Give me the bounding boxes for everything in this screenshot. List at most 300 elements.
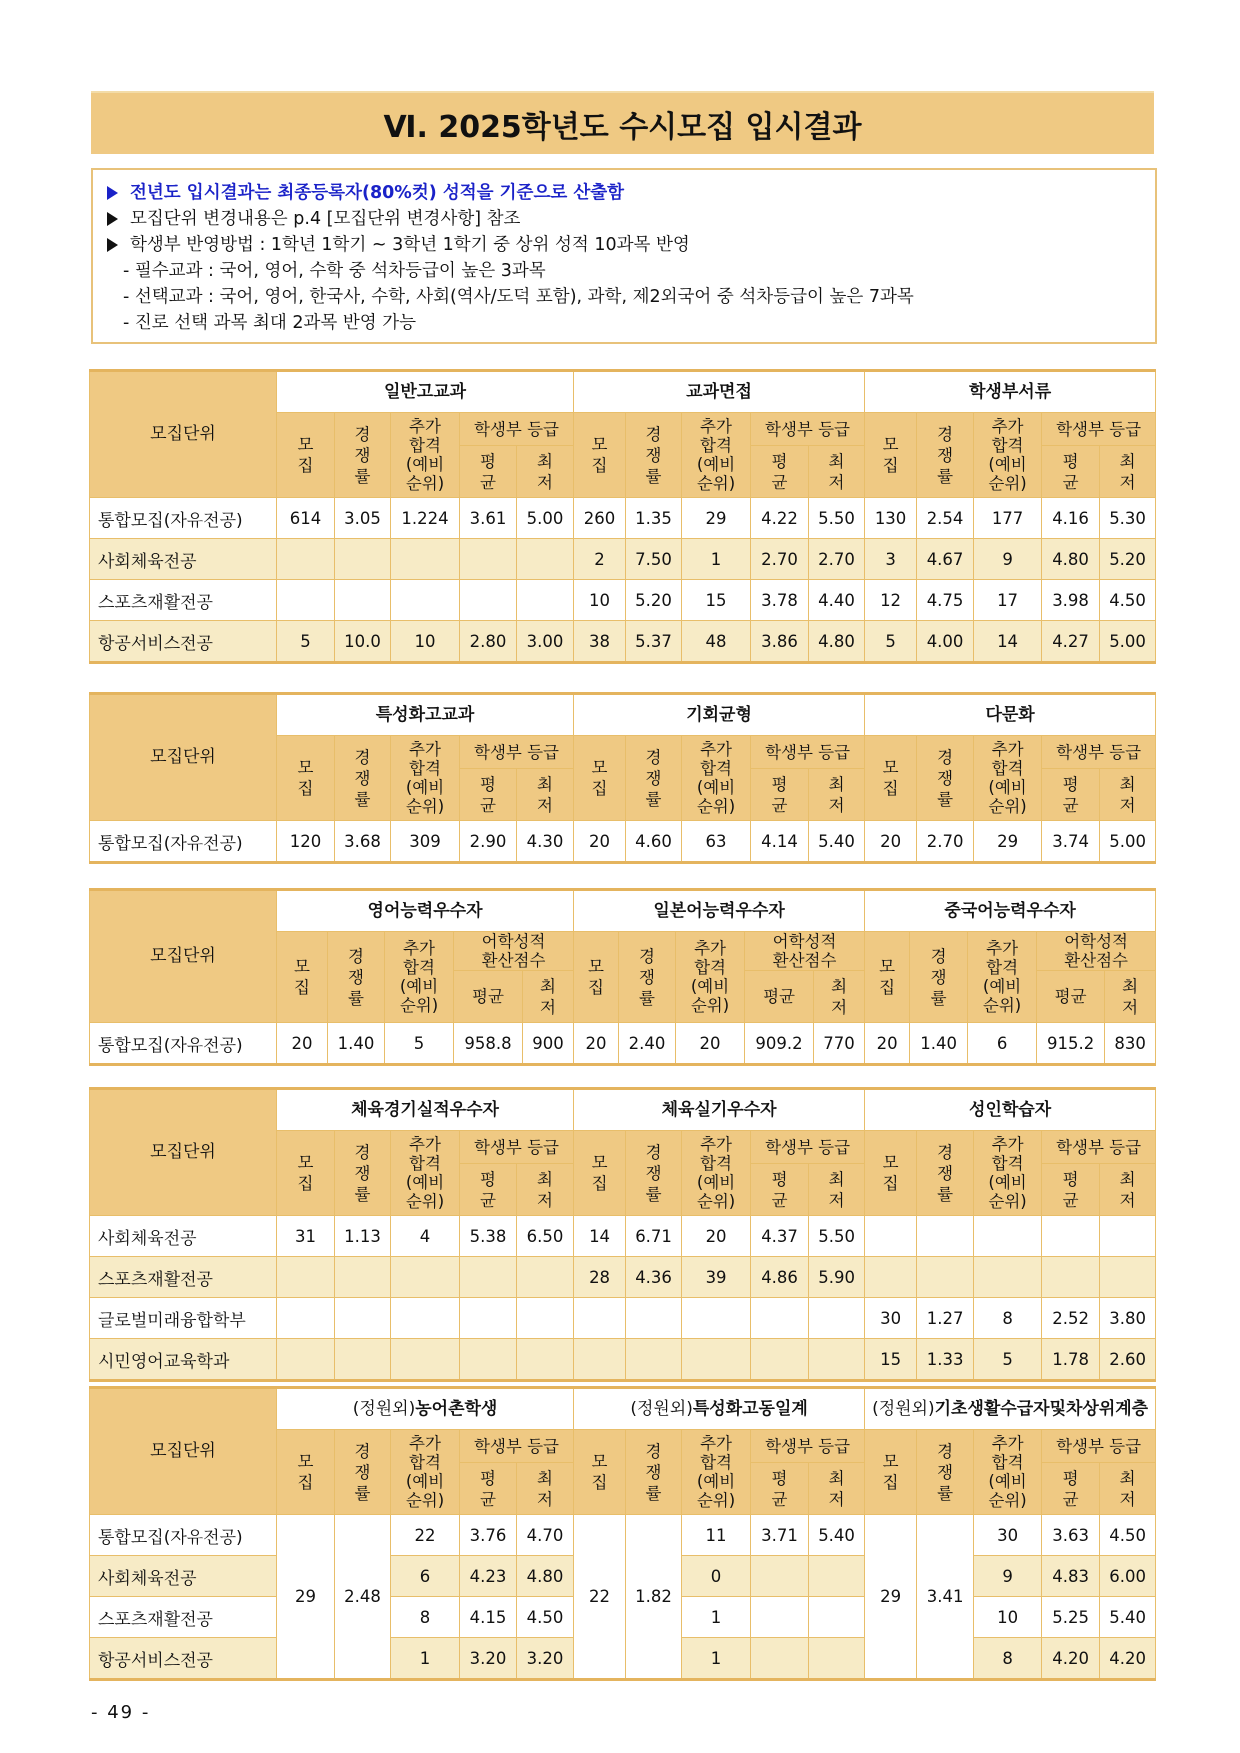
column-header-avg-text: 평균 (1062, 1468, 1079, 1509)
admission-type-name: 체육실기우수자 (661, 1099, 777, 1120)
table-row (90, 539, 1156, 580)
admission-type-header (865, 1089, 1156, 1131)
column-header-extra-line: 순위) (988, 797, 1027, 816)
admission-type-header (865, 371, 1156, 413)
column-header-quota (865, 413, 917, 498)
column-header-grade-text: 학생부 등급 (474, 1137, 559, 1157)
column-header-extra-line: 합격 (409, 759, 441, 778)
triangle-bullet-icon (107, 186, 118, 200)
column-header-min-text: 최저 (1119, 774, 1136, 815)
data-cell: 1.13 (335, 1216, 391, 1257)
column-header-min-text: 최저 (1119, 451, 1136, 492)
column-header-extra-line: (예비 (988, 1472, 1027, 1491)
data-cell: 1 (391, 1638, 460, 1680)
data-cell (751, 1339, 809, 1381)
unit-name: 스포츠재활전공 (90, 580, 277, 621)
column-header-extra-line: 순위) (405, 1491, 445, 1510)
data-cell (277, 1298, 335, 1339)
column-header-lang-score-line: 어학성적 (1064, 932, 1128, 951)
data-cell: 8 (974, 1638, 1042, 1680)
data-cell (460, 1339, 517, 1381)
admission-type-name: 일반고교과 (383, 381, 467, 402)
data-cell: 4.14 (751, 821, 809, 863)
column-header-min (809, 1164, 865, 1216)
column-header-avg-text: 평균 (1062, 451, 1079, 492)
data-cell: 6 (391, 1556, 460, 1597)
data-cell (751, 1638, 809, 1680)
column-header-min (1100, 1463, 1156, 1515)
column-header-quota (865, 736, 917, 821)
data-cell: 15 (865, 1339, 917, 1381)
column-header-extra-line: (예비 (988, 778, 1027, 797)
data-cell (626, 1298, 682, 1339)
data-cell: 5.50 (809, 498, 865, 539)
column-header-avg (1042, 1463, 1100, 1515)
column-header-min (1100, 446, 1156, 498)
merged-ratio-cell: 1.82 (626, 1515, 682, 1680)
column-header-avg-text: 평균 (771, 1468, 788, 1509)
data-cell: 309 (391, 821, 460, 863)
data-cell: 5.00 (517, 498, 574, 539)
results-table (89, 369, 1156, 664)
column-header-extra-line: (예비 (982, 977, 1022, 996)
data-cell (1042, 1257, 1100, 1298)
data-cell (682, 1339, 751, 1381)
column-header-ratio (910, 932, 968, 1023)
data-cell: 10.0 (335, 621, 391, 663)
data-cell: 14 (574, 1216, 626, 1257)
data-cell (391, 1298, 460, 1339)
column-header-quota (574, 736, 626, 821)
data-cell (391, 1339, 460, 1381)
column-header-min-text: 최저 (537, 1468, 553, 1509)
unit-name: 글로벌미래융합학부 (90, 1298, 277, 1339)
note-item: 전년도 입시결과는 최종등록자(80%컷) 성적을 기준으로 산출함 (107, 180, 1155, 206)
column-header-quota-text: 모집 (591, 1452, 608, 1492)
column-header-extra-line: (예비 (988, 1173, 1027, 1192)
column-header-quota-text: 모집 (882, 435, 899, 475)
column-header-grade (751, 736, 865, 769)
column-header-min (523, 971, 574, 1023)
column-header-ratio (917, 413, 974, 498)
column-header-extra-line: 순위) (405, 474, 445, 493)
data-cell (335, 1339, 391, 1381)
unit-name: 스포츠재활전공 (90, 1257, 277, 1298)
column-header-quota (865, 1430, 917, 1515)
data-cell: 6.00 (1100, 1556, 1156, 1597)
data-cell: 20 (676, 1023, 745, 1065)
column-header-avg (751, 769, 809, 821)
unit-name: 사회체육전공 (90, 1216, 277, 1257)
data-cell (391, 539, 460, 580)
column-header-extra-line: 추가 (986, 939, 1019, 958)
column-header-min (809, 446, 865, 498)
data-cell: 5 (865, 621, 917, 663)
column-header-extra-line: 추가 (700, 1135, 732, 1154)
table-row (90, 621, 1156, 663)
data-cell: 8 (974, 1298, 1042, 1339)
column-header-ratio-text: 경쟁률 (354, 1441, 371, 1503)
column-header-min-text: 최저 (537, 1169, 553, 1210)
admission-type-header (865, 694, 1156, 736)
data-cell: 28 (574, 1257, 626, 1298)
column-header-ratio-text: 경쟁률 (930, 946, 947, 1008)
column-header-extra-line: 순위) (696, 797, 736, 816)
data-cell (809, 1556, 865, 1597)
admission-type-name: 일본어능력우수자 (653, 900, 785, 921)
column-header-ratio-text: 경쟁률 (937, 1441, 954, 1503)
column-header-avg-text: 평균 (472, 987, 504, 1006)
column-header-extra (974, 1430, 1042, 1515)
data-cell: 11 (682, 1515, 751, 1556)
data-cell: 4.83 (1042, 1556, 1100, 1597)
column-header-ratio (335, 1131, 391, 1216)
data-cell: 4 (391, 1216, 460, 1257)
data-cell (865, 1257, 917, 1298)
column-header-lang-score-line: 환산점수 (481, 951, 546, 970)
data-cell: 4.80 (1042, 539, 1100, 580)
data-cell: 20 (574, 821, 626, 863)
data-cell: 1.78 (1042, 1339, 1100, 1381)
column-header-min (809, 1463, 865, 1515)
column-header-extra-line: 추가 (409, 417, 441, 436)
data-cell: 5.25 (1042, 1597, 1100, 1638)
data-cell (277, 1339, 335, 1381)
column-header-grade-text: 학생부 등급 (1056, 1137, 1142, 1157)
data-cell (974, 1216, 1042, 1257)
column-header-extra-line: (예비 (696, 1173, 736, 1192)
table-row (90, 821, 1156, 863)
data-cell: 14 (974, 621, 1042, 663)
data-cell: 2.80 (460, 621, 517, 663)
unit-name: 사회체육전공 (90, 539, 277, 580)
results-table (89, 888, 1156, 1066)
column-header-min (517, 769, 574, 821)
results-table (89, 1386, 1156, 1681)
column-header-extra-line: 순위) (988, 1491, 1027, 1510)
column-header-avg (1042, 1164, 1100, 1216)
data-cell (517, 539, 574, 580)
column-header-grade (751, 413, 865, 446)
column-header-extra (391, 413, 460, 498)
data-cell (391, 1257, 460, 1298)
column-header-extra-line: 추가 (403, 939, 435, 958)
data-cell: 1.40 (328, 1023, 385, 1065)
data-cell (517, 1257, 574, 1298)
data-cell: 17 (974, 580, 1042, 621)
column-header-unit: 모집단위 (90, 1089, 277, 1216)
column-header-extra-line: (예비 (405, 455, 445, 474)
data-cell: 5.90 (809, 1257, 865, 1298)
data-cell: 1.224 (391, 498, 460, 539)
column-header-grade-text: 학생부 등급 (765, 1436, 851, 1456)
admission-type-name: 다문화 (985, 704, 1035, 725)
data-cell (277, 1257, 335, 1298)
column-header-min (1100, 1164, 1156, 1216)
column-header-min-text: 최저 (828, 1468, 845, 1509)
admission-type-header (574, 1388, 865, 1430)
data-cell: 4.60 (626, 821, 682, 863)
merged-quota-cell: 22 (574, 1515, 626, 1680)
unit-name: 통합모집(자유전공) (90, 1515, 277, 1556)
column-header-extra-line: 추가 (409, 1434, 441, 1453)
column-header-extra (682, 736, 751, 821)
column-header-min (517, 1463, 574, 1515)
column-header-grade (751, 1430, 865, 1463)
column-header-grade-text: 학생부 등급 (474, 742, 559, 762)
column-header-ratio-text: 경쟁률 (645, 424, 662, 486)
column-header-ratio-text: 경쟁률 (937, 424, 954, 486)
column-header-lang-score (745, 932, 865, 971)
column-header-min (517, 446, 574, 498)
column-header-extra-line: 순위) (988, 1192, 1027, 1211)
data-cell: 4.80 (517, 1556, 574, 1597)
data-cell (335, 1298, 391, 1339)
data-cell: 20 (682, 1216, 751, 1257)
column-header-extra-line: 추가 (991, 417, 1024, 436)
data-cell: 5.40 (809, 821, 865, 863)
data-cell: 5 (974, 1339, 1042, 1381)
data-cell: 4.30 (517, 821, 574, 863)
column-header-extra-line: 추가 (991, 1434, 1024, 1453)
column-header-avg-text: 평균 (771, 1169, 788, 1210)
column-header-grade-text: 학생부 등급 (765, 419, 850, 439)
column-header-extra-line: 추가 (991, 740, 1024, 759)
data-cell (917, 1216, 974, 1257)
column-header-extra (676, 932, 745, 1023)
column-header-quota (865, 932, 910, 1023)
column-header-grade (751, 1131, 865, 1164)
data-cell: 958.8 (454, 1023, 523, 1065)
data-cell: 4.40 (809, 580, 865, 621)
data-cell: 5.40 (809, 1515, 865, 1556)
column-header-grade (1042, 1131, 1156, 1164)
data-cell: 4.50 (517, 1597, 574, 1638)
column-header-quota-text: 모집 (297, 758, 314, 798)
data-cell: 1.27 (917, 1298, 974, 1339)
data-cell: 1.40 (910, 1023, 968, 1065)
admission-type-name: 농어촌학생 (415, 1398, 498, 1419)
admission-type-name: 기초생활수급자및차상위계층 (934, 1398, 1149, 1419)
column-header-avg (751, 1164, 809, 1216)
column-header-ratio (335, 1430, 391, 1515)
column-header-avg (460, 1164, 517, 1216)
column-header-extra-line: 합격 (700, 436, 732, 455)
data-cell: 260 (574, 498, 626, 539)
data-cell: 20 (277, 1023, 328, 1065)
data-cell: 4.00 (917, 621, 974, 663)
data-cell (460, 580, 517, 621)
data-cell: 6.71 (626, 1216, 682, 1257)
column-header-quota-text: 모집 (297, 1153, 314, 1193)
column-header-ratio (619, 932, 676, 1023)
data-cell: 9 (974, 539, 1042, 580)
column-header-extra-line: 추가 (700, 417, 732, 436)
column-header-ratio-text: 경쟁률 (937, 1142, 954, 1204)
column-header-min-text: 최저 (537, 774, 553, 815)
column-header-grade-text: 학생부 등급 (1056, 742, 1142, 762)
data-cell (335, 1257, 391, 1298)
data-cell (1042, 1216, 1100, 1257)
data-cell (574, 1339, 626, 1381)
column-header-unit: 모집단위 (90, 371, 277, 498)
data-cell: 3.68 (335, 821, 391, 863)
notes-box (91, 168, 1157, 344)
column-header-extra (391, 1131, 460, 1216)
column-header-ratio-text: 경쟁률 (348, 946, 364, 1008)
column-header-min-text: 최저 (540, 976, 556, 1017)
column-header-quota (574, 1131, 626, 1216)
column-header-ratio (917, 1430, 974, 1515)
column-header-extra-line: 순위) (982, 996, 1022, 1015)
data-cell: 48 (682, 621, 751, 663)
column-header-unit: 모집단위 (90, 694, 277, 821)
admission-type-prefix: (정원외) (630, 1398, 693, 1419)
admission-type-name: 성인학습자 (969, 1099, 1052, 1120)
column-header-grade-text: 학생부 등급 (765, 1137, 851, 1157)
column-header-grade-text: 학생부 등급 (1056, 1436, 1142, 1456)
column-header-quota (277, 1430, 335, 1515)
data-cell: 4.50 (1100, 580, 1156, 621)
data-cell: 3.00 (517, 621, 574, 663)
column-header-ratio (335, 413, 391, 498)
column-header-lang-score (1037, 932, 1156, 971)
column-header-avg (460, 1463, 517, 1515)
column-header-grade (1042, 1430, 1156, 1463)
column-header-extra-line: 추가 (991, 1135, 1024, 1154)
note-subitem: - 필수교과 : 국어, 영어, 수학 중 석차등급이 높은 3과목 (123, 261, 546, 281)
column-header-unit: 모집단위 (90, 890, 277, 1023)
data-cell: 15 (682, 580, 751, 621)
column-header-quota-text: 모집 (882, 758, 899, 798)
page-title-banner (91, 91, 1154, 154)
table-row (90, 1339, 1156, 1381)
data-cell: 9 (974, 1556, 1042, 1597)
column-header-grade (460, 1430, 574, 1463)
data-cell: 4.67 (917, 539, 974, 580)
column-header-ratio-text: 경쟁률 (645, 1142, 662, 1204)
data-cell: 30 (974, 1515, 1042, 1556)
column-header-quota-text: 모집 (882, 1452, 899, 1492)
merged-ratio-cell: 2.48 (335, 1515, 391, 1680)
admission-type-header (865, 1388, 1156, 1430)
column-header-extra-line: 합격 (409, 436, 441, 455)
data-cell: 5.20 (1100, 539, 1156, 580)
data-cell: 4.70 (517, 1515, 574, 1556)
admission-type-header (277, 1388, 574, 1430)
column-header-extra-line: 순위) (399, 996, 439, 1015)
column-header-avg (745, 971, 814, 1023)
column-header-avg-text: 평균 (1062, 1169, 1079, 1210)
column-header-quota-text: 모집 (591, 435, 608, 475)
column-header-min-text: 최저 (1119, 1169, 1136, 1210)
column-header-avg-text: 평균 (1062, 774, 1079, 815)
data-cell: 5 (277, 621, 335, 663)
column-header-extra-line: 합격 (986, 958, 1019, 977)
data-cell: 4.50 (1100, 1515, 1156, 1556)
column-header-avg (751, 1463, 809, 1515)
data-cell: 10 (391, 621, 460, 663)
column-header-min (1100, 769, 1156, 821)
table-row (90, 580, 1156, 621)
data-cell (809, 1638, 865, 1680)
column-header-extra (391, 1430, 460, 1515)
data-cell: 20 (865, 821, 917, 863)
column-header-min (809, 769, 865, 821)
data-cell: 2.40 (619, 1023, 676, 1065)
data-cell: 4.37 (751, 1216, 809, 1257)
data-cell: 4.16 (1042, 498, 1100, 539)
data-cell: 8 (391, 1597, 460, 1638)
data-cell: 2 (574, 539, 626, 580)
data-cell: 4.75 (917, 580, 974, 621)
column-header-min (814, 971, 865, 1023)
data-cell (974, 1257, 1042, 1298)
data-cell: 1 (682, 1638, 751, 1680)
data-cell: 7.50 (626, 539, 682, 580)
column-header-quota (277, 932, 328, 1023)
column-header-quota (574, 932, 619, 1023)
admission-type-name: 학생부서류 (969, 381, 1052, 402)
column-header-quota-text: 모집 (297, 435, 314, 475)
column-header-quota (277, 1131, 335, 1216)
column-header-extra-line: 순위) (405, 797, 445, 816)
data-cell: 6 (968, 1023, 1037, 1065)
column-header-avg (460, 769, 517, 821)
column-header-min-text: 최저 (1122, 976, 1139, 1017)
column-header-extra-line: (예비 (696, 778, 736, 797)
data-cell: 5.00 (1100, 621, 1156, 663)
data-cell (626, 1339, 682, 1381)
column-header-avg-text: 평균 (480, 1169, 496, 1210)
note-subitem: - 진로 선택 과목 최대 2과목 반영 가능 (123, 313, 417, 333)
admission-type-prefix: (정원외) (352, 1398, 416, 1419)
column-header-extra-line: (예비 (696, 1472, 736, 1491)
data-cell: 12 (865, 580, 917, 621)
column-header-extra-line: 순위) (696, 1491, 736, 1510)
unit-name: 시민영어교육학과 (90, 1339, 277, 1381)
column-header-extra-line: (예비 (399, 977, 439, 996)
data-cell (809, 1339, 865, 1381)
data-cell: 614 (277, 498, 335, 539)
data-cell: 4.27 (1042, 621, 1100, 663)
column-header-lang-score-line: 어학성적 (772, 932, 837, 951)
column-header-avg (454, 971, 523, 1023)
data-cell (751, 1556, 809, 1597)
column-header-ratio-text: 경쟁률 (354, 747, 371, 809)
admission-type-header (574, 890, 865, 932)
admission-type-name: 영어능력우수자 (367, 900, 483, 921)
data-cell: 1.35 (626, 498, 682, 539)
data-cell: 4.20 (1042, 1638, 1100, 1680)
column-header-extra (682, 1430, 751, 1515)
column-header-extra-line: (예비 (405, 778, 445, 797)
data-cell (682, 1298, 751, 1339)
note-item: 학생부 반영방법 : 1학년 1학기 ~ 3학년 1학기 중 상위 성적 10과목 반영 (107, 232, 1155, 258)
column-header-lang-score-line: 어학성적 (481, 932, 546, 951)
data-cell: 120 (277, 821, 335, 863)
data-cell (277, 539, 335, 580)
admission-type-name: 기회균형 (686, 704, 752, 725)
column-header-quota-text: 모집 (294, 957, 310, 997)
data-cell (391, 580, 460, 621)
data-cell: 20 (574, 1023, 619, 1065)
column-header-grade (460, 1131, 574, 1164)
data-cell: 5 (385, 1023, 454, 1065)
column-header-unit: 모집단위 (90, 1388, 277, 1515)
admission-type-prefix: (정원외) (872, 1398, 935, 1419)
data-cell: 3.20 (517, 1638, 574, 1680)
